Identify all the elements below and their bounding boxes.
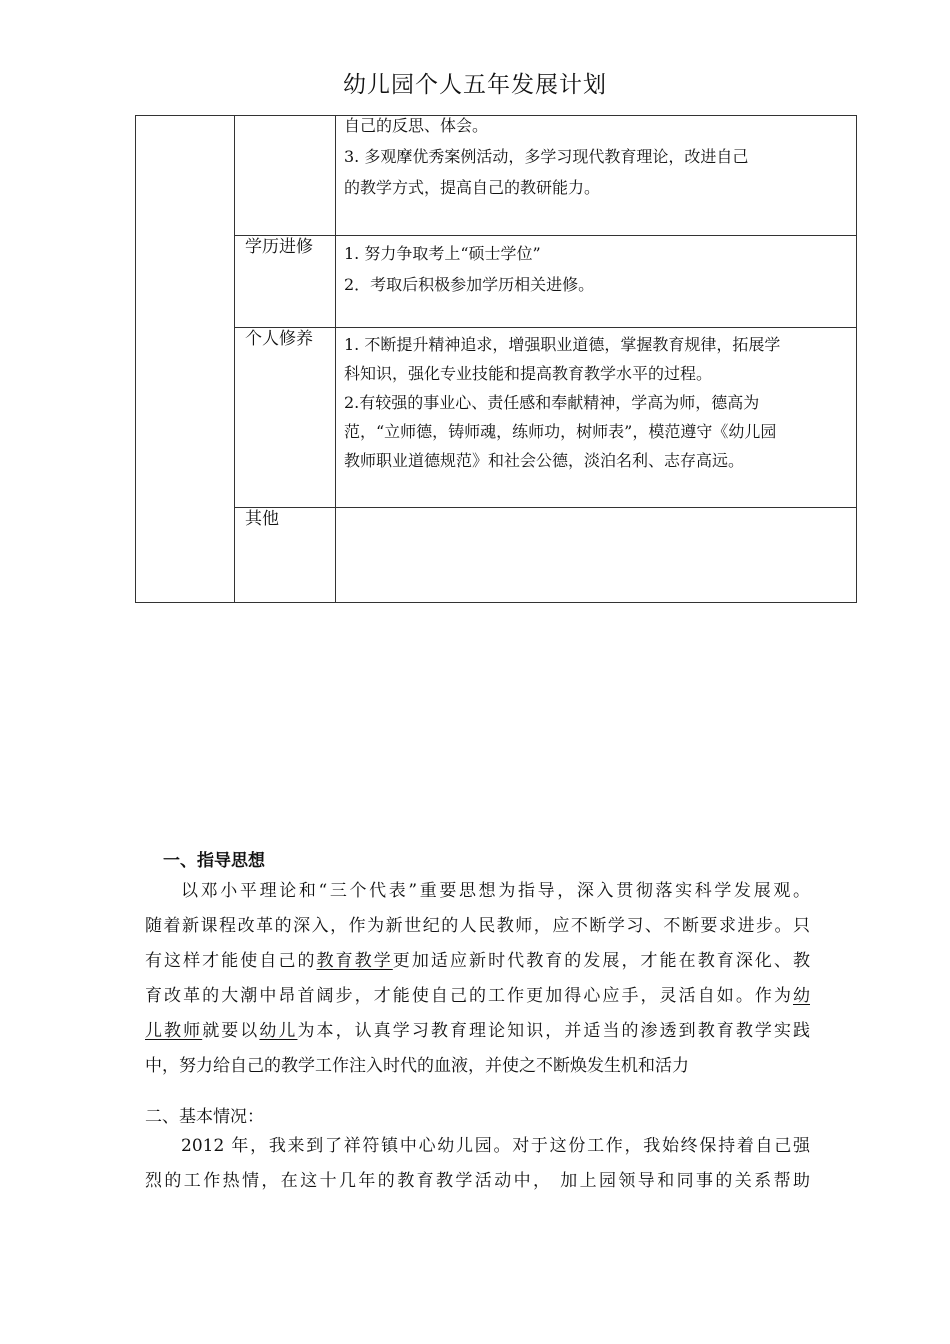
category-cell — [235, 508, 336, 603]
content-cell — [336, 328, 857, 508]
section-heading: 二、基本情况： — [145, 1107, 264, 1127]
table-row — [136, 328, 857, 508]
underlined-term: 儿教师 — [145, 1021, 203, 1041]
underlined-term: 幼 — [793, 986, 810, 1006]
section-heading: 一、指导思想 — [163, 851, 265, 871]
content-line: 3. 多观摩优秀案例活动，多学习现代教育理论，改进自己 — [344, 147, 749, 166]
category-label: 学历进修 — [245, 237, 313, 257]
content-line: 自己的反思、体会。 — [344, 116, 489, 135]
table-row — [136, 236, 857, 328]
text-run: 为本，认真学习教育理论知识，并适当的渗透到教育教学实践 — [297, 1021, 811, 1041]
content-line: 2.有较强的事业心、责任感和奉献精神，学高为师，德高为 — [344, 393, 760, 412]
paragraph-line: 随着新课程改革的深入，作为新世纪的人民教师，应不断学习、不断要求进步。只 — [145, 916, 810, 936]
paragraph-line: 2012 年，我来到了祥符镇中心幼儿园。对于这份工作，我始终保持着自己强 — [181, 1136, 810, 1156]
paragraph-line — [145, 944, 810, 979]
content-line: 2．考取后积极参加学历相关进修。 — [344, 275, 595, 294]
text-run: 育改革的大潮中昂首阔步，才能使自己的工作更加得心应手，灵活自如。作为 — [145, 986, 793, 1006]
text-run: 就要以 — [202, 1021, 260, 1041]
content-line: 1. 努力争取考上“硕士学位” — [344, 244, 541, 263]
document-title: 幼儿园个人五年发展计划 — [343, 72, 607, 98]
underlined-term: 教育教学 — [316, 951, 393, 971]
paragraph-line — [145, 1014, 810, 1049]
paragraph-line — [145, 979, 810, 1014]
paragraph-line: 以邓小平理论和“三个代表”重要思想为指导，深入贯彻落实科学发展观。 — [181, 881, 810, 901]
content-line: 1. 不断提升精神追求，增强职业道德，掌握教育规律，拓展学 — [344, 335, 781, 354]
category-label: 其他 — [245, 509, 279, 529]
merged-left-cell — [136, 116, 235, 603]
text-run: 更加适应新时代教育的发展，才能在教育深化、教 — [392, 951, 811, 971]
category-label: 个人修养 — [245, 329, 313, 349]
category-cell — [235, 236, 336, 328]
content-line: 教师职业道德规范》和社会公德，淡泊名利、志存高远。 — [344, 451, 745, 470]
content-line: 范，“立师德，铸师魂，练师功，树师表”，模范遵守《幼儿园 — [344, 422, 777, 441]
section-paragraph — [145, 1129, 810, 1199]
content-cell — [336, 236, 857, 328]
plan-table — [135, 115, 857, 603]
content-cell — [336, 508, 857, 603]
content-line: 的教学方式，提高自己的教研能力。 — [344, 178, 601, 197]
table-row — [136, 116, 857, 236]
paragraph-line: 烈的工作热情，在这十几年的教育教学活动中， 加上园领导和同事的关系帮助 — [145, 1171, 810, 1191]
category-cell — [235, 328, 336, 508]
text-run: 有这样才能使自己的 — [145, 951, 317, 971]
content-line: 科知识，强化专业技能和提高教育教学水平的过程。 — [344, 364, 713, 383]
paragraph-line: 中，努力给自己的教学工作注入时代的血液，并使之不断焕发生机和活力 — [145, 1056, 689, 1076]
content-cell — [336, 116, 857, 236]
section-paragraph — [145, 874, 810, 1084]
table-row — [136, 508, 857, 603]
category-cell — [235, 116, 336, 236]
underlined-term: 幼儿 — [259, 1021, 298, 1041]
